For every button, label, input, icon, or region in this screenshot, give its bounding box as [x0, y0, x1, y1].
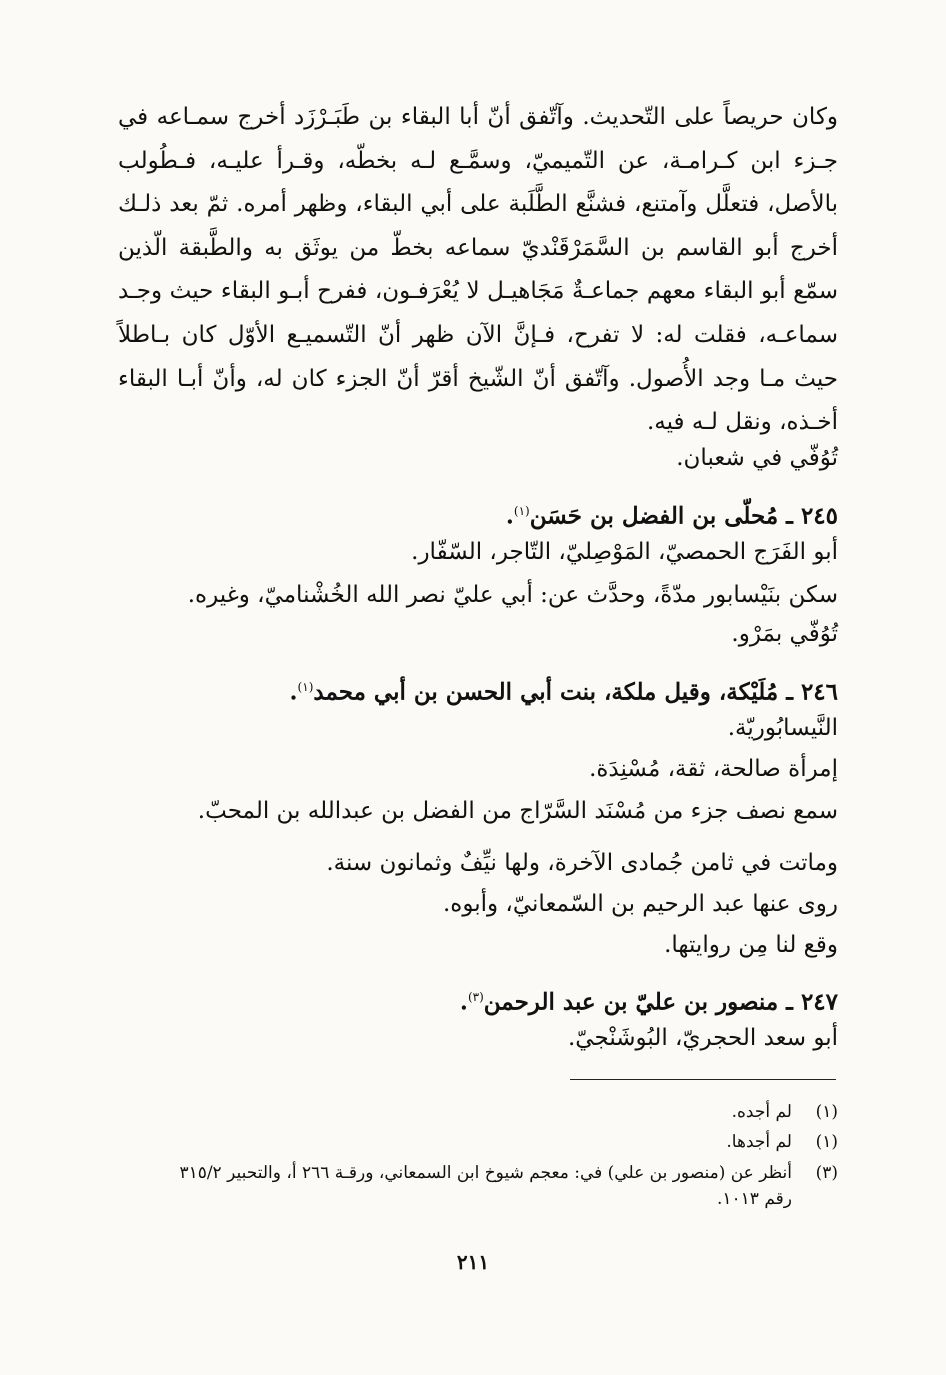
- entry-247-nisba: أبو سعد الحجريّ، البُوشَنْجيّ.: [567, 1025, 838, 1051]
- footnote-divider: [570, 1079, 836, 1080]
- entry-246-heading: ٢٤٦ ـ مُلَيْكة، وقيل ملكة، بنت أبي الحسن بن أبي محمد$^{(١)}$.: [289, 678, 838, 706]
- footnote-2-text: لم أجدها.: [726, 1132, 792, 1152]
- entry-245-bio: سكن بنَيْسابور مدّةً، وحدَّث عن: أبي عليّ نصر الله الخُشْناميّ، وغيره.: [187, 582, 838, 608]
- entry-246-hearing: سمع نصف جزء من مُسْنَد السَّرّاج من الفضل بن عبدالله بن المحبّ.: [197, 798, 838, 824]
- entry-246-nisba: النَّيسابُوريّة.: [727, 715, 838, 741]
- entry-245-heading: ٢٤٥ ـ مُحلّى بن الفضل بن حَسَن$^{(١)}$.: [505, 502, 838, 530]
- footnote-3: [118, 1160, 838, 1212]
- entry-245-title: ٢٤٥ ـ مُحلّى بن الفضل بن حَسَن: [529, 502, 838, 530]
- entry-247-title: ٢٤٧ ـ منصور بن عليّ بن عبد الرحمن: [483, 988, 838, 1016]
- entry-245-death: تُوُفّي بمَرْو.: [731, 621, 838, 647]
- footnote-1: [118, 1099, 838, 1125]
- opening-paragraph: وكان حريصاً على التّحديث. وآتّفق أنّ أبا البقاء بن طَبَـرْزَد أخرج سمـاعه في جـزء ابن كـرامـة، عن التّميميّ، وسمَّـع لـه بخطّه، وقـرأ عليـه، فـطُولب بالأصل، فتعلَّل وآمتنع، فشنَّع الطَّلَبة على أبي البقاء، وظهر أمره. ثمّ بعد ذلـك أخرج أبو القاسم بن السَّمَرْقَنْديّ سماعه بخطّ من يوثَق به والطَّبقة الّذين سمّع أبو البقاء معهم جماعـةٌ مَجَاهيـل لا يُعْرَفـون، ففرح أبـو البقاء حيث وجـد سماعـه، فقلت له: لا تفرح، فـإنَّ الآن ظهر أنّ التّسميـع الأوّل كان بـاطلاً حيث مـا وجد الأُصول. وآتّفق أنّ الشّيخ أقرّ أنّ الجزء كان له، وأنّ أبـا البقاء أخـذه، ونقل لـه فيه.: [118, 104, 838, 436]
- entry-246-note: وقع لنا مِن روايتها.: [664, 932, 838, 958]
- footnote-2-num: (١): [815, 1132, 838, 1152]
- entry-246-trait: إمرأة صالحة، ثقة، مُسْنِدَة.: [589, 756, 838, 782]
- footnote-3-text: أنظر عن (منصور بن علي) في: معجم شيوخ ابن السمعاني، ورقـة ٢٦٦ أ، والتحبير ٣١٥/٢: [179, 1163, 792, 1183]
- footnote-1-text: لم أجده.: [731, 1102, 792, 1122]
- footnote-marker-1: (١): [513, 504, 530, 518]
- entry-247-heading: ٢٤٧ ـ منصور بن عليّ بن عبد الرحمن$^{(٣)}$.: [459, 988, 838, 1016]
- entry-245-nisba: أبو الفَرَج الحمصيّ، المَوْصِليّ، التّاجر، السّفّار.: [411, 539, 838, 565]
- footnote-1-num: (١): [815, 1102, 838, 1122]
- entry-246-title: ٢٤٦ ـ مُلَيْكة، وقيل ملكة، بنت أبي الحسن بن أبي محمد: [313, 678, 838, 706]
- footnote-2: [118, 1129, 838, 1155]
- footnote-marker-2: (١): [297, 680, 314, 694]
- entry-246-death: وماتت في ثامن جُمادى الآخرة، ولها نيِّفٌ وثمانون سنة.: [326, 850, 838, 876]
- page-number: ٢١١: [456, 1250, 490, 1274]
- footnote-3-continuation: رقم ١٠١٣.: [717, 1189, 792, 1209]
- footnote-marker-3: (٣): [467, 990, 484, 1004]
- entry-246-narrators: روى عنها عبد الرحيم بن السّمعانيّ، وأبوه.: [442, 891, 838, 917]
- footnote-3-num: (٣): [815, 1163, 838, 1183]
- death-note-line: تُوُفّي في شعبان.: [676, 445, 838, 471]
